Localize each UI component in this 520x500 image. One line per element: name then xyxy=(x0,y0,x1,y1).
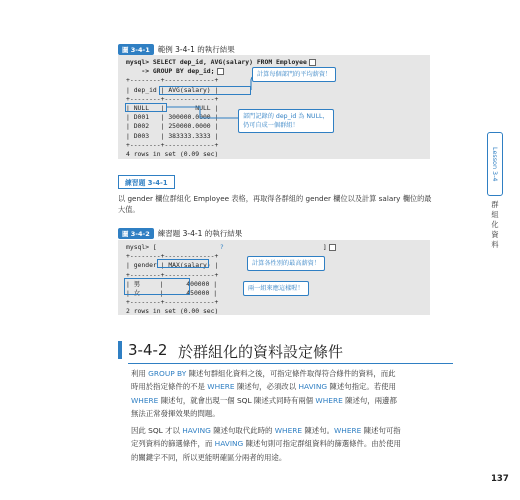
text-run: 陳述句取代此時的 xyxy=(210,426,275,435)
terminal1-line: +--------+-------------+ xyxy=(126,94,219,103)
figure-caption-text-2: 練習題 3-4-1 的執行結果 xyxy=(157,229,243,238)
lesson-tab-label: Lesson 3-4 xyxy=(491,146,499,182)
lesson-topic xyxy=(487,200,503,250)
terminal2-line: 2 rows in set (0.00 sec) xyxy=(126,307,219,316)
callout-avg-salary: 計算每個部門的平均薪資！ xyxy=(252,67,336,82)
terminal1-line: 4 rows in set (0.09 sec) xyxy=(126,150,219,158)
terminal2-line: | 男 | 400000 | xyxy=(126,279,218,288)
text-run: 利用 xyxy=(131,369,149,378)
keyword: WHERE xyxy=(207,382,235,392)
terminal2-line: +--------+-------------+ xyxy=(126,252,219,261)
keyword: GROUP BY xyxy=(148,369,187,378)
figure-caption-2 xyxy=(118,228,242,239)
page-number: 137 xyxy=(491,474,509,484)
text-run: 陳述句，兩邊都 xyxy=(342,395,397,405)
callout-grouping: 兩一組來應這樣喔！ xyxy=(243,281,309,296)
terminal1-line: mysql> SELECT dep_id, AVG(salary) FROM Employee xyxy=(126,58,316,68)
text-run: 因此 SQL 才以 xyxy=(131,426,183,435)
terminal2-blank-close: ] xyxy=(322,243,327,251)
text-run: 的關鍵字不同，所以更能明確區分兩者的用途。 xyxy=(131,452,287,462)
text-run: 陳述句可指 xyxy=(361,426,401,435)
highlight-max-column xyxy=(157,259,209,268)
keyword: HAVING xyxy=(182,426,211,435)
terminal2-blank-mark: ? xyxy=(219,243,224,251)
connector-null xyxy=(167,107,238,118)
text-run: 陳述句，必須改以 xyxy=(234,382,299,392)
lesson-topic-text: 群組化資料 xyxy=(491,200,499,249)
section-title: 於群組化的資料設定條件 xyxy=(178,343,344,361)
figure-tag-1: 圖 3-4-1 xyxy=(118,44,154,55)
terminal2-line: +--------+-------------+ xyxy=(126,298,219,307)
terminal1-line: | D003 | 383333.3333 | xyxy=(126,131,219,140)
terminal1-line: | dep_id | AVG(salary) | xyxy=(126,85,219,94)
keyword: WHERE xyxy=(315,395,343,405)
terminal1-line: | D002 | 250000.0000 | xyxy=(126,122,219,131)
terminal1-line: | NULL | NULL | xyxy=(126,104,219,112)
body-paragraph-2 xyxy=(131,424,446,464)
text-run: 時用於指定條件的不是 xyxy=(131,382,208,392)
text-run: 定列資料的篩選條件，而 xyxy=(131,439,215,449)
section-number: 3-4-2 xyxy=(128,341,168,359)
body-paragraph-1 xyxy=(131,367,446,421)
callout-max-salary: 計算各性別的最高薪資！ xyxy=(247,256,325,271)
terminal2-line: | 女 | 450000 | xyxy=(126,289,218,297)
terminal2-prompt: mysql> [ xyxy=(126,243,157,251)
keyword: HAVING xyxy=(214,439,244,449)
connector-avg xyxy=(251,77,252,90)
text-run: 陳述句。 xyxy=(302,426,334,435)
text-run: 陳述句則可指定群組資料的篩選條件。由於使用 xyxy=(243,439,401,449)
exercise-text xyxy=(118,193,458,215)
text-run: 陳述句，就會出現一個 SQL 陳述式同時有兩個 xyxy=(158,395,316,405)
exercise-text-line2: 大值。 xyxy=(118,205,140,214)
text-run: 陳述句群組化資料之後，可指定條件取得符合條件的資料，而此 xyxy=(186,369,396,378)
keyword: HAVING xyxy=(298,382,328,392)
keyword: WHERE xyxy=(333,426,362,435)
section-accent-bar xyxy=(118,341,122,359)
figure-caption-text-1: 範例 3-4-1 的執行結果 xyxy=(157,45,235,54)
exercise-text-line1: 以 gender 欄位群組化 Employee 表格，再取得各群組的 gender 欄位以及計算 salary 欄位的最 xyxy=(118,194,432,203)
keyword: WHERE xyxy=(274,426,303,435)
terminal2-prompt-line xyxy=(126,243,336,253)
terminal2-line: +--------+-------------+ xyxy=(126,270,219,279)
terminal1-line: | D001 | 300000.0000 | xyxy=(126,113,219,122)
terminal-cursor-icon xyxy=(329,244,336,251)
terminal1-line: -> GROUP BY dep_id; xyxy=(126,67,224,77)
terminal1-line: +--------+-------------+ xyxy=(126,76,219,85)
text-run: 無法正常發揮效果的問題。 xyxy=(131,409,220,419)
exercise-heading: 練習題 3-4-1 xyxy=(118,175,175,189)
text-run: 陳述句指定。若使用 xyxy=(327,382,396,392)
section-heading xyxy=(118,339,453,361)
highlight-gender-groups xyxy=(124,278,190,295)
terminal2-line: | gender | MAX(salary) | xyxy=(126,261,219,270)
keyword: WHERE xyxy=(131,395,159,405)
callout-null-group: 部門記錄的 dep_id 為 NULL， 仍可自成一個群組！ xyxy=(238,109,334,133)
section-underline xyxy=(128,363,453,364)
terminal1-line: +--------+-------------+ xyxy=(126,140,219,149)
figure-tag-2: 圖 3-4-2 xyxy=(118,228,154,239)
lesson-tab xyxy=(487,132,503,196)
